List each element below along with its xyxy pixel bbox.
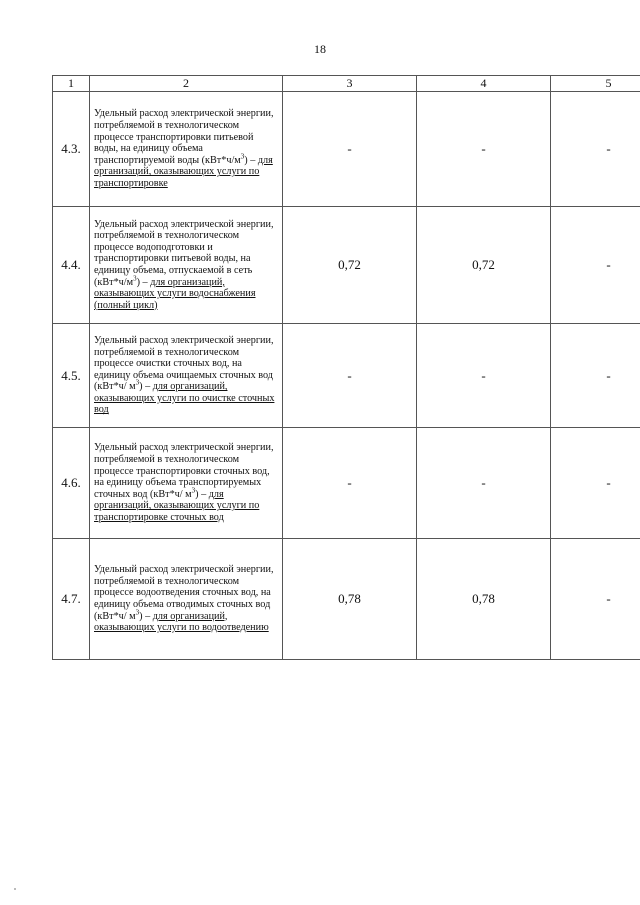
description-underlined: для организаций, оказывающих услуги по водоотведению [94,610,269,634]
value-col3: 0,78 [283,539,417,660]
column-header-3: 3 [283,76,417,92]
description-text: Удельный расход электрической энергии, потребляемой в технологическом процессе водоподготовки и транспортировки питьевой воды, на единицу объема, отпускаемой в сеть (кВт*ч/м [94,218,274,288]
superscript: 3 [133,274,137,283]
column-header-4: 4 [417,76,551,92]
superscript: 3 [191,486,196,495]
value-col4: - [417,428,551,539]
description-underlined: для организаций, оказывающих услуги по транспортировке сточных вод [94,488,260,523]
description-text: Удельный расход электрической энергии, потребляемой в технологическом процессе очистки сточных вод, на единицу объема очищаемых сточных вод (кВт*ч/ м [94,334,274,393]
row-number: 4.5. [53,324,90,428]
description-underlined: для организаций, оказывающих услуги по транспортировке [94,154,273,189]
superscript: 3 [240,152,245,161]
description-text: Удельный расход электрической энергии, потребляемой в технологическом процессе транспортировки питьевой воды, на единицу объема транспортируемой воды (кВт*ч/м [94,108,274,166]
row-description [90,428,283,539]
value-col3: - [283,428,417,539]
value-col3: 0,72 [283,207,417,324]
scan-speck [14,888,16,890]
table-row [53,539,640,660]
description-connector: ) – [244,154,258,166]
value-col4: 0,78 [417,539,551,660]
indicator-table [52,75,640,660]
table-row [53,207,640,324]
superscript: 3 [135,608,140,617]
table-row [53,324,640,428]
description-underlined: для организаций, оказывающих услуги водоснабжения (полный цикл) [94,276,256,311]
row-description [90,207,283,324]
value-col3: - [283,92,417,207]
value-col3: - [283,324,417,428]
column-header-5: 5 [551,76,640,92]
row-description [90,539,283,660]
description-underlined: для организаций, оказывающих услуги по очистке сточных вод [94,381,275,416]
table-row [53,428,640,539]
table-row [53,92,640,207]
header-row [53,76,640,92]
value-col4: - [417,324,551,428]
description-text: Удельный расход электрической энергии, потребляемой в технологическом процессе транспортировки сточных вод, на единицу объема транспортируемых сточных вод (кВт*ч/ м [94,442,274,500]
value-col4: - [417,92,551,207]
description-text: Удельный расход электрической энергии, потребляемой в технологическом процессе водоотведения сточных вод, на единицу объема отводимых сточных вод (кВт*ч/ м [94,564,274,622]
row-number: 4.7. [53,539,90,660]
value-col5: - [551,92,640,207]
superscript: 3 [135,378,140,387]
page-number: 18 [314,42,326,56]
value-col5: - [551,324,640,428]
row-description [90,324,283,428]
row-description [90,92,283,207]
column-header-2: 2 [90,76,283,92]
row-number: 4.6. [53,428,90,539]
value-col4: 0,72 [417,207,551,324]
description-connector: ) – [139,381,153,393]
description-connector: ) – [136,276,151,288]
row-number: 4.4. [53,207,90,324]
value-col5: - [551,207,640,324]
row-number: 4.3. [53,92,90,207]
description-connector: ) – [139,610,153,622]
value-col5: - [551,428,640,539]
value-col5: - [551,539,640,660]
description-connector: ) – [195,488,209,500]
column-header-1: 1 [53,76,90,92]
